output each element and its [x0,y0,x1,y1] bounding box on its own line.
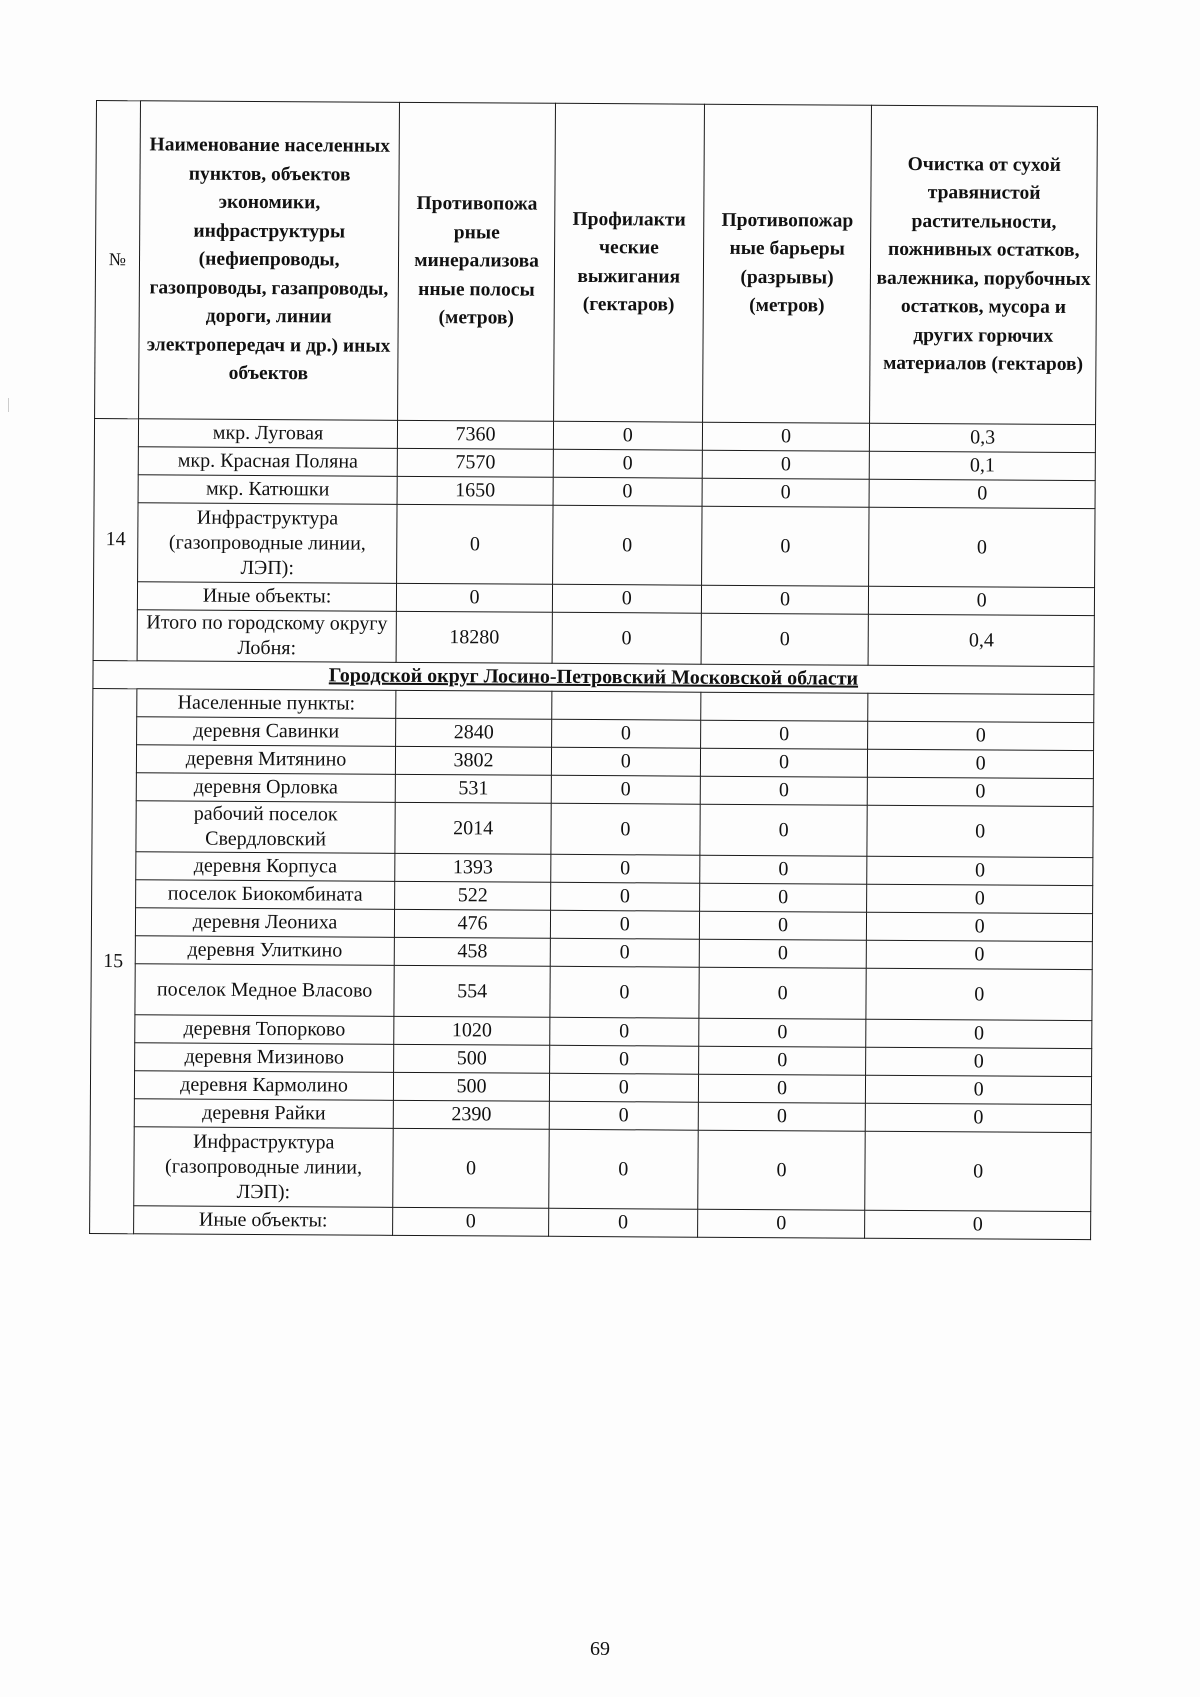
barrier-cell: 0 [699,967,867,1019]
mineral-strip-cell: 18280 [396,611,552,663]
empty-cell [868,693,1094,722]
mineral-strip-cell: 0 [393,1128,549,1208]
burning-cell: 0 [549,1129,698,1209]
table-row [91,963,1092,1020]
object-name-cell: деревня Кармолино [134,1071,394,1101]
object-name-cell: деревня Мизиново [134,1043,394,1073]
barrier-cell: 0 [700,804,868,856]
mineral-strip-cell: 1393 [395,853,551,882]
table-row [94,502,1095,587]
barrier-cell: 0 [697,1209,865,1238]
burning-cell: 0 [548,1208,697,1237]
cleaning-cell: 0 [866,1019,1092,1048]
object-name-cell: Иные объекты: [133,1206,393,1236]
cleaning-cell: 0 [867,912,1093,941]
object-name-cell: Инфраструктура (газопроводные линии, ЛЭП): [137,503,397,584]
table-row [90,1126,1091,1211]
mineral-strip-cell: 0 [397,583,553,612]
cleaning-cell: 0,1 [870,451,1096,480]
barrier-cell: 0 [702,478,870,507]
object-name-cell: деревня Топорково [135,1015,395,1045]
scan-margin-mark [8,398,9,412]
object-name-cell: деревня Леониха [135,908,395,938]
section-14-body [93,418,1095,666]
cleaning-cell: 0 [869,479,1095,508]
header-number: № [95,101,141,419]
cleaning-cell: 0 [865,1131,1091,1211]
barrier-cell: 0 [698,1074,866,1103]
mineral-strip-cell: 7360 [398,420,554,449]
cleaning-cell: 0 [866,1075,1092,1104]
barrier-cell: 0 [698,1130,866,1210]
burning-cell: 0 [551,719,700,748]
barrier-cell: 0 [701,613,869,665]
object-name-cell: поселок Биокомбината [135,880,395,910]
mineral-strip-cell: 1020 [394,1016,550,1045]
cleaning-cell: 0 [866,968,1092,1020]
mineral-strip-cell: 458 [395,937,551,966]
mineral-strip-cell: 7570 [398,448,554,477]
burning-cell: 0 [552,584,701,613]
page-number: 69 [590,1638,610,1660]
cleaning-cell: 0 [869,507,1095,587]
burning-cell: 0 [551,775,700,804]
empty-cell [396,690,552,719]
burning-cell: 0 [553,421,702,450]
barrier-cell: 0 [702,450,870,479]
burning-cell: 0 [549,1101,698,1130]
burning-cell: 0 [552,612,701,664]
object-name-cell: Инфраструктура (газопроводные линии, ЛЭП): [134,1127,394,1208]
mineral-strip-cell: 500 [394,1072,550,1101]
cleaning-cell: 0 [866,1103,1092,1132]
table-row [93,609,1094,666]
mineral-strip-cell: 0 [393,1207,549,1236]
burning-cell: 0 [550,966,699,1018]
mineral-strip-cell: 500 [394,1044,550,1073]
header-row [95,101,1098,425]
empty-cell [701,692,869,721]
mineral-strip-cell: 1650 [397,476,553,505]
mineral-strip-cell: 531 [396,774,552,803]
barrier-cell: 0 [700,776,868,805]
table-row [92,800,1093,857]
cleaning-cell: 0 [869,586,1095,615]
barrier-cell: 0 [702,422,870,451]
section-15-body [90,688,1094,1239]
object-name-cell: рабочий поселок Свердловский [136,801,396,854]
object-name-cell: мкр. Красная Поляна [138,447,398,477]
header-prophylactic-burning: Профилакти ческие выжигания (гектаров) [553,103,704,422]
mineral-strip-cell: 2840 [396,718,552,747]
district-title: Городской округ Лосино-Петровский Московской области [93,660,1094,694]
object-name-cell: деревня Орловка [136,773,396,803]
burning-cell: 0 [551,854,700,883]
object-name-cell: Итого по городскому округу Лобня: [137,610,397,663]
section-number: 15 [90,688,137,1233]
cleaning-cell: 0 [866,1047,1092,1076]
cleaning-cell: 0 [867,940,1093,969]
burning-cell: 0 [552,505,701,585]
settlements-subheader: Населенные пункты: [137,689,397,719]
cleaning-cell: 0 [867,856,1093,885]
table-row [90,1205,1091,1239]
object-name-cell: деревня Райки [134,1099,394,1129]
object-name-cell: мкр. Катюшки [138,475,398,505]
barrier-cell: 0 [700,748,868,777]
mineral-strip-cell: 522 [395,881,551,910]
burning-cell: 0 [550,910,699,939]
empty-cell [552,691,701,720]
burning-cell: 0 [549,1045,698,1074]
burning-cell: 0 [550,1017,699,1046]
cleaning-cell: 0 [865,1210,1091,1239]
mineral-strip-cell: 476 [395,909,551,938]
object-name-cell: мкр. Луговая [138,419,398,449]
cleaning-cell: 0 [867,805,1093,857]
barrier-cell: 0 [700,720,868,749]
barrier-cell: 0 [699,883,867,912]
object-name-cell: деревня Савинки [136,717,396,747]
object-name-cell: деревня Митянино [136,745,396,775]
burning-cell: 0 [550,882,699,911]
object-name-cell: поселок Медное Власово [135,964,395,1017]
barrier-cell: 0 [700,855,868,884]
barrier-cell: 0 [701,506,869,586]
burning-cell: 0 [553,477,702,506]
burning-cell: 0 [551,747,700,776]
mineral-strip-cell: 554 [394,965,550,1017]
cleaning-cell: 0,3 [870,423,1096,452]
header-cleaning: Очистка от сухой травянистой растительности, пожнивных остатков, валежника, порубочных остатков, мусора и других горючих материалов (гектаров) [870,105,1098,424]
header-object-name: Наименование населенных пунктов, объектов экономики, инфраструктуры (нефиепроводы, газопроводы, газапроводы, дороги, линии электропередач и др.) иных объектов [138,101,399,421]
barrier-cell: 0 [698,1046,866,1075]
cleaning-cell: 0 [867,884,1093,913]
barrier-cell: 0 [698,1102,866,1131]
header-mineralized-strips: Противопожа рные минерализова нные полосы (метров) [398,102,555,421]
cleaning-cell: 0 [868,749,1094,778]
cleaning-cell: 0,4 [868,614,1094,666]
barrier-cell: 0 [699,911,867,940]
barrier-cell: 0 [699,939,867,968]
cleaning-cell: 0 [868,721,1094,750]
mineral-strip-cell: 3802 [396,746,552,775]
object-name-cell: деревня Улиткино [135,936,395,966]
barrier-cell: 0 [699,1018,867,1047]
mineral-strip-cell: 2014 [395,802,551,854]
section-number: 14 [93,418,138,660]
object-name-cell: Иные объекты: [137,582,397,612]
fire-prevention-table [89,100,1098,1240]
burning-cell: 0 [551,803,700,855]
cleaning-cell: 0 [868,777,1094,806]
object-name-cell: деревня Корпуса [136,852,396,882]
mineral-strip-cell: 2390 [394,1100,550,1129]
burning-cell: 0 [550,938,699,967]
header-fire-barriers: Противопожар ные барьеры (разрывы) (метров) [702,104,872,423]
mineral-strip-cell: 0 [397,504,553,584]
burning-cell: 0 [553,449,702,478]
burning-cell: 0 [549,1073,698,1102]
barrier-cell: 0 [701,585,869,614]
table-header [95,101,1098,425]
